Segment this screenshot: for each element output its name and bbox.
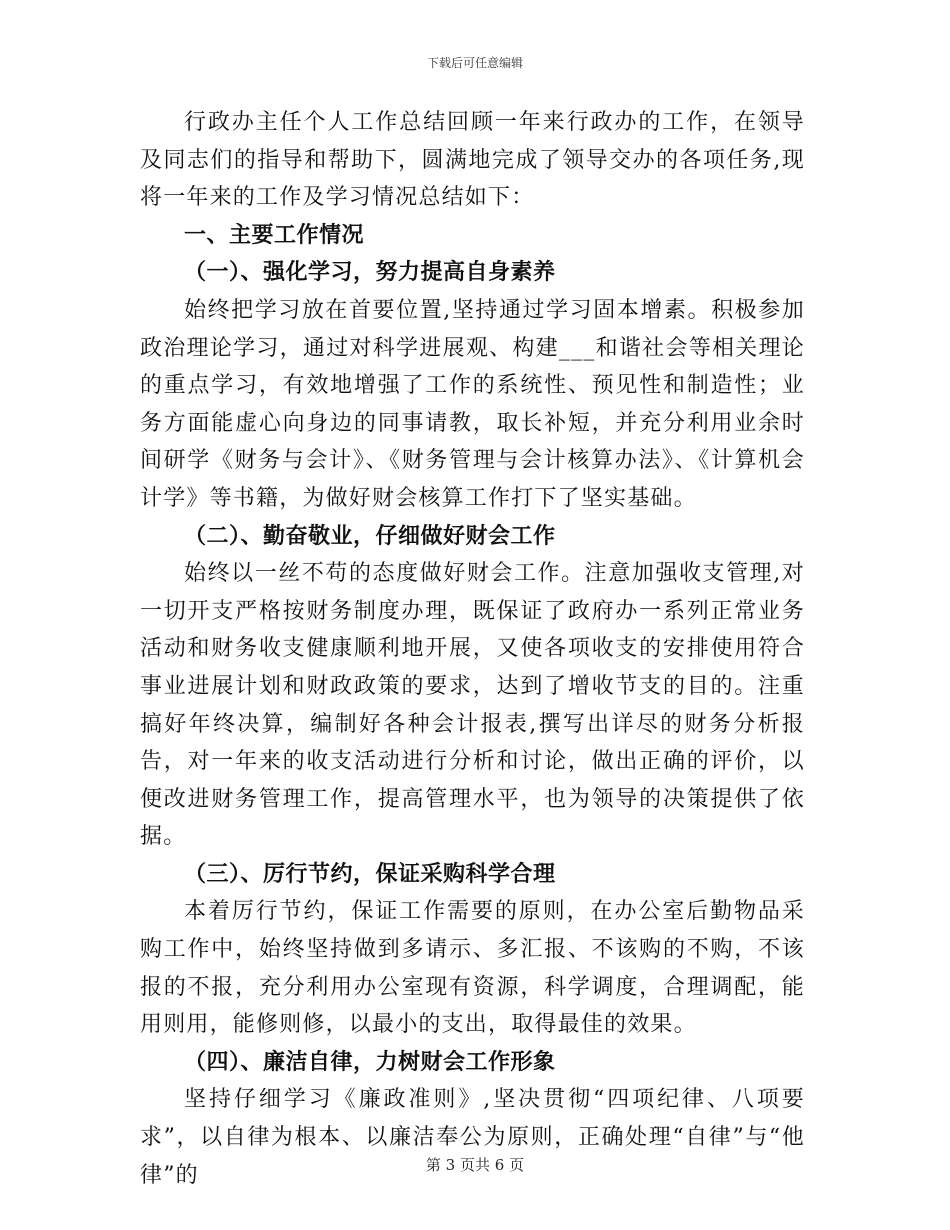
document-body bbox=[140, 104, 805, 1194]
subsection-3-paragraph: 本着厉行节约，保证工作需要的原则，在办公室后勤物品采购工作中，始终坚持做到多请示、多汇报、不该购的不购，不该报的不报，充分利用办公室现有资源，科学调度，合理调配，能用则用，能修则修，以最小的支出，取得最佳的效果。 bbox=[140, 899, 805, 1038]
page-number: 第 3 页共 6 页 bbox=[425, 1156, 525, 1174]
subsection-heading-4: （四）、廉洁自律，力树财会工作形象 bbox=[184, 1048, 556, 1075]
subsection-1-paragraph: 始终把学习放在首要位置,坚持通过学习固本增素。积极参加政治理论学习，通过对科学进展观、构建___和谐社会等相关理论的重点学习，有效地增强了工作的系统性、预见性和制造性；业务方面能虚心向身边的同事请教，取长补短，并充分利用业余时间研学《财务与会计》、《财务管理与会计核算办法》、《计算机会计学》等书籍，为做好财会核算工作打下了坚实基础。 bbox=[140, 297, 805, 511]
subsection-heading-1: （一）、强化学习，努力提高自身素养 bbox=[184, 259, 556, 286]
page-header-note: 下载后可任意编辑 bbox=[426, 56, 523, 70]
section-heading-main-work: 一、主要工作情况 bbox=[184, 221, 365, 248]
subsection-heading-3: （三）、厉行节约，保证采购科学合理 bbox=[184, 860, 556, 887]
subsection-2-paragraph: 始终以一丝不苟的态度做好财会工作。注意加强收支管理,对一切开支严格按财务制度办理，既保证了政府办一系列正常业务活动和财务收支健康顺利地开展，又使各项收支的安排使用符合事业进展计划和财政政策的要求，达到了增收节支的目的。注重搞好年终决算，编制好各种会计报表,撰写出详尽的财务分析报告，对一年来的收支活动进行分析和讨论，做出正确的评价，以便改进财务管理工作，提高管理水平，也为领导的决策提供了依据。 bbox=[140, 561, 805, 850]
subsection-heading-2: （二）、勤奋敬业，仔细做好财会工作 bbox=[184, 522, 556, 549]
intro-paragraph: 行政办主任个人工作总结回顾一年来行政办的工作，在领导及同志们的指导和帮助下，圆满地完成了领导交办的各项任务,现将一年来的工作及学习情况总结如下： bbox=[140, 110, 805, 211]
subsection-4-paragraph: 坚持仔细学习《廉政准则》,坚决贯彻“四项纪律、八项要求”，以自律为根本、以廉洁奉公为原则，正确处理“自律”与“他律”的 bbox=[140, 1087, 805, 1188]
